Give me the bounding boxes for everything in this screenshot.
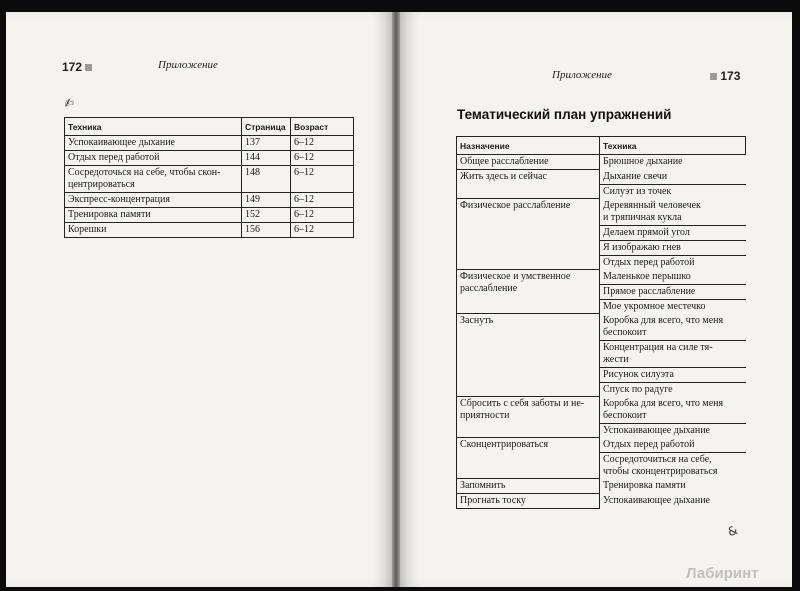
column-header-purpose: Назначение bbox=[457, 137, 600, 155]
technique-item: Маленькое перышко bbox=[600, 270, 746, 285]
table-row bbox=[457, 199, 746, 270]
purpose-cell: Заснуть bbox=[457, 314, 600, 397]
left-page bbox=[6, 12, 392, 587]
column-header-page: Страница bbox=[242, 118, 291, 136]
techniques-table bbox=[64, 117, 354, 238]
age-cell: 6–12 bbox=[291, 151, 354, 166]
techniques-cell bbox=[600, 155, 746, 170]
technique-item: Сосредоточиться на себе, чтобы сконцентрироваться bbox=[603, 453, 718, 477]
technique-item: Дыхание свечи bbox=[600, 170, 746, 185]
technique-item: Я изображаю гнев bbox=[600, 241, 746, 256]
square-marker-icon bbox=[710, 73, 717, 80]
table-row bbox=[65, 166, 354, 193]
table-row bbox=[65, 193, 354, 208]
technique-item: Отдых перед работой bbox=[600, 438, 746, 453]
table-row bbox=[65, 223, 354, 238]
technique-item: Спуск по радуге bbox=[603, 383, 673, 395]
technique-item: Коробка для всего, что меня беспокоит bbox=[600, 397, 746, 424]
page-cell: 144 bbox=[242, 151, 291, 166]
running-head-right: Приложение bbox=[552, 69, 612, 81]
table-row bbox=[457, 438, 746, 479]
technique-item: Коробка для всего, что меня беспокоит bbox=[600, 314, 746, 341]
thematic-plan-table bbox=[456, 136, 746, 509]
table-row bbox=[65, 136, 354, 151]
right-page bbox=[400, 12, 792, 587]
table-row bbox=[457, 397, 746, 438]
technique-cell: Корешки bbox=[65, 223, 242, 238]
table-header-row bbox=[457, 137, 746, 155]
technique-item: Делаем прямой угол bbox=[600, 226, 746, 241]
page-number-right: 173 bbox=[710, 69, 740, 83]
techniques-cell bbox=[600, 438, 746, 479]
page-number-left: 172 bbox=[62, 60, 92, 74]
pencil-mark-icon: ✍ bbox=[62, 94, 76, 112]
purpose-cell: Запомнить bbox=[457, 479, 600, 494]
technique-item: Брюшное дыхание bbox=[603, 156, 683, 167]
technique-cell: Тренировка памяти bbox=[65, 208, 242, 223]
technique-cell: Экспресс-концентрация bbox=[65, 193, 242, 208]
page-cell: 148 bbox=[242, 166, 291, 193]
square-marker-icon bbox=[85, 64, 92, 71]
techniques-cell bbox=[600, 494, 746, 509]
table-row bbox=[457, 314, 746, 397]
age-cell: 6–12 bbox=[291, 193, 354, 208]
age-cell: 6–12 bbox=[291, 136, 354, 151]
table-row bbox=[457, 155, 746, 170]
techniques-cell bbox=[600, 199, 746, 270]
technique-item: Прямое расслабление bbox=[600, 285, 746, 300]
purpose-cell: Сбросить с себя заботы и не- приятности bbox=[457, 397, 600, 438]
technique-item: Успокаивающее дыхание bbox=[603, 494, 710, 506]
page-cell: 149 bbox=[242, 193, 291, 208]
technique-item: Силуэт из точек bbox=[603, 185, 672, 197]
technique-item: Деревянный человечек и тряпичная кукла bbox=[600, 199, 746, 226]
technique-cell: Успокаивающее дыхание bbox=[65, 136, 242, 151]
techniques-cell bbox=[600, 270, 746, 314]
page-cell: 156 bbox=[242, 223, 291, 238]
purpose-cell: Сконцентрироваться bbox=[457, 438, 600, 479]
column-header-technique: Техника bbox=[600, 137, 746, 155]
technique-item: Мое укромное местечко bbox=[603, 300, 706, 312]
book-gutter bbox=[392, 12, 400, 587]
technique-item: Рисунок силуэта bbox=[600, 368, 746, 383]
techniques-cell bbox=[600, 397, 746, 438]
technique-item: Успокаивающее дыхание bbox=[603, 424, 710, 436]
purpose-cell: Жить здесь и сейчас bbox=[457, 170, 600, 199]
techniques-cell bbox=[600, 479, 746, 494]
technique-item: Концентрация на силе тя- жести bbox=[600, 341, 746, 368]
purpose-cell: Прогнать тоску bbox=[457, 494, 600, 509]
purpose-cell: Общее расслабление bbox=[457, 155, 600, 170]
page-cell: 152 bbox=[242, 208, 291, 223]
table-row bbox=[457, 494, 746, 509]
column-header-age: Возраст bbox=[291, 118, 354, 136]
technique-item: Тренировка памяти bbox=[603, 479, 686, 491]
age-cell: 6–12 bbox=[291, 223, 354, 238]
technique-cell: Отдых перед работой bbox=[65, 151, 242, 166]
purpose-cell: Физическое расслабление bbox=[457, 199, 600, 270]
end-mark-icon: & bbox=[725, 522, 740, 540]
purpose-cell: Физическое и умственное расслабление bbox=[457, 270, 600, 314]
techniques-cell bbox=[600, 170, 746, 199]
table-row bbox=[65, 151, 354, 166]
technique-item: Отдых перед работой bbox=[603, 256, 695, 268]
table-row bbox=[457, 270, 746, 314]
techniques-cell bbox=[600, 314, 746, 397]
running-head-left: Приложение bbox=[158, 59, 218, 71]
watermark: Лабиринт bbox=[686, 565, 759, 582]
column-header-technique: Техника bbox=[65, 118, 242, 136]
age-cell: 6–12 bbox=[291, 208, 354, 223]
technique-cell: Сосредоточься на себе, чтобы скон- центрироваться bbox=[65, 166, 242, 193]
age-cell: 6–12 bbox=[291, 166, 354, 193]
table-row bbox=[65, 208, 354, 223]
page-cell: 137 bbox=[242, 136, 291, 151]
table-row bbox=[457, 479, 746, 494]
table-header-row bbox=[65, 118, 354, 136]
table-row bbox=[457, 170, 746, 199]
page-title: Тематический план упражнений bbox=[457, 107, 672, 122]
